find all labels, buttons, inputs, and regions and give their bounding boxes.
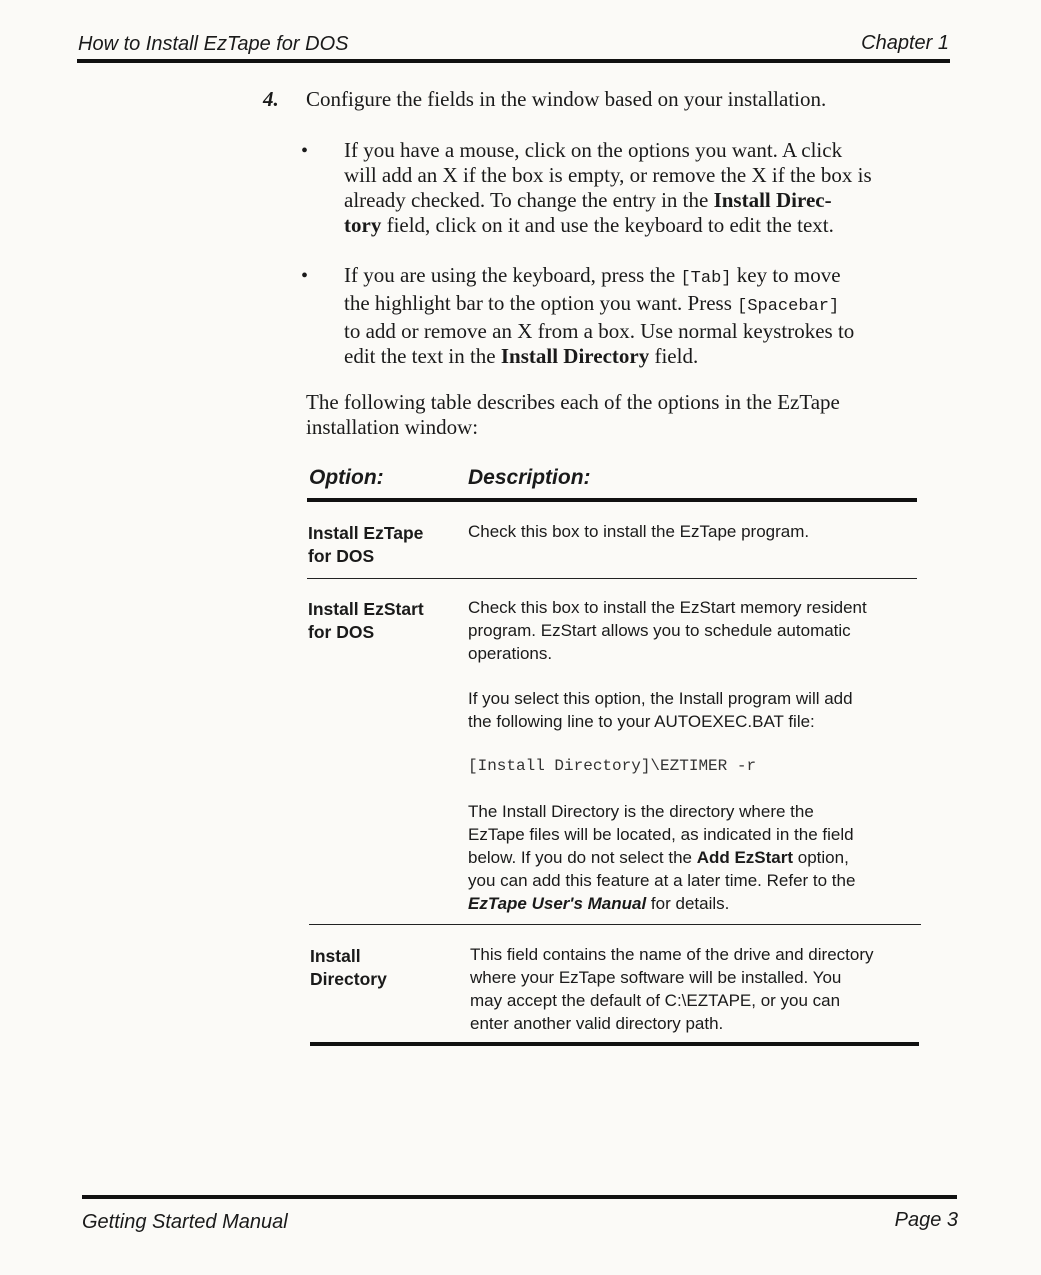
description-install-directory (470, 943, 925, 1035)
desc-text: for details. (646, 894, 730, 913)
desc-line: EzTape files will be located, as indicated in the field (468, 825, 854, 844)
desc-line: enter another valid directory path. (470, 1014, 724, 1033)
bullet-mouse (344, 138, 944, 238)
step-number: 4. (263, 87, 279, 111)
bullet-line (344, 263, 944, 291)
footer-rule (82, 1195, 957, 1199)
bullet-line: will add an X if the box is empty, or remove the X if the box is (344, 163, 872, 187)
desc-line: you can add this feature at a later time. Refer to the (468, 871, 856, 890)
bullet-text: the highlight bar to the option you want. Press (344, 291, 738, 315)
key-tab: [Tab] (680, 269, 732, 288)
bullet-line (344, 213, 944, 238)
bullet-line (344, 291, 944, 319)
option-line: Install EzTape (308, 523, 424, 543)
bullet-line (344, 188, 944, 213)
step-text: Configure the fields in the window based on your installation. (306, 87, 827, 111)
table-bottom-rule (310, 1042, 919, 1046)
desc-line (468, 846, 923, 869)
bullet-emphasis: Install Directory (500, 344, 650, 368)
bullet-keyboard (344, 263, 944, 369)
table-header-rule (307, 498, 917, 502)
bullet-emphasis: tory (344, 213, 382, 237)
bullet-text: key to move (731, 263, 841, 287)
desc-line: where your EzTape software will be installed. You (470, 968, 842, 987)
bullet-text: edit the text in the (344, 344, 501, 368)
manual-title: EzTape User's Manual (468, 894, 647, 913)
description-install-ezstart (468, 596, 923, 915)
desc-text: option, (793, 848, 849, 867)
bullet-text: field, click on it and use the keyboard to edit the text. (381, 213, 834, 237)
desc-line: This field contains the name of the drive and directory (470, 945, 874, 964)
intro-line: The following table describes each of the options in the EzTape (306, 390, 840, 414)
bullet-text: already checked. To change the entry in the (344, 188, 714, 212)
option-line: Install (310, 946, 361, 966)
bullet-line: to add or remove an X from a box. Use normal keystrokes to (344, 319, 855, 343)
desc-line: operations. (468, 644, 553, 663)
bullet-line (344, 344, 944, 369)
bullet-dot-icon: • (301, 265, 309, 287)
bullet-emphasis: Install Direc- (713, 188, 832, 212)
header-rule (77, 59, 950, 63)
row-divider (307, 578, 917, 579)
desc-emphasis: Add EzStart (696, 848, 794, 867)
bullet-text: If you are using the keyboard, press the (344, 263, 681, 287)
column-header-option: Option: (309, 466, 384, 489)
option-line: Directory (310, 969, 387, 989)
table-intro (306, 390, 926, 440)
running-header-chapter: Chapter 1 (861, 32, 949, 54)
desc-line: the following line to your AUTOEXEC.BAT file: (468, 712, 815, 731)
desc-line: program. EzStart allows you to schedule automatic (468, 621, 851, 640)
column-header-description: Description: (468, 466, 591, 489)
bullet-text: field. (649, 344, 699, 368)
running-header-title: How to Install EzTape for DOS (78, 33, 349, 55)
bullet-line: If you have a mouse, click on the options you want. A click (344, 138, 843, 162)
desc-line: The Install Directory is the directory where the (468, 802, 814, 821)
key-spacebar: [Spacebar] (737, 297, 840, 316)
autoexec-code-line: [Install Directory]\EZTIMER -r (468, 757, 757, 775)
description-install-eztape: Check this box to install the EzTape program. (468, 522, 810, 541)
option-line: for DOS (308, 546, 375, 566)
desc-line: may accept the default of C:\EZTAPE, or you can (470, 991, 841, 1010)
footer-page-number: Page 3 (894, 1209, 958, 1231)
desc-line: Check this box to install the EzStart memory resident (468, 598, 867, 617)
intro-line: installation window: (306, 415, 479, 439)
desc-text: below. If you do not select the (468, 848, 697, 867)
option-line: Install EzStart (308, 599, 424, 619)
desc-line: If you select this option, the Install program will add (468, 689, 853, 708)
bullet-dot-icon: • (301, 140, 309, 162)
option-install-directory (310, 945, 460, 991)
option-line: for DOS (308, 622, 375, 642)
option-install-eztape (308, 522, 458, 568)
desc-line (468, 892, 923, 915)
footer-manual-title: Getting Started Manual (82, 1211, 288, 1233)
option-install-ezstart (308, 598, 458, 644)
row-divider (309, 924, 921, 925)
